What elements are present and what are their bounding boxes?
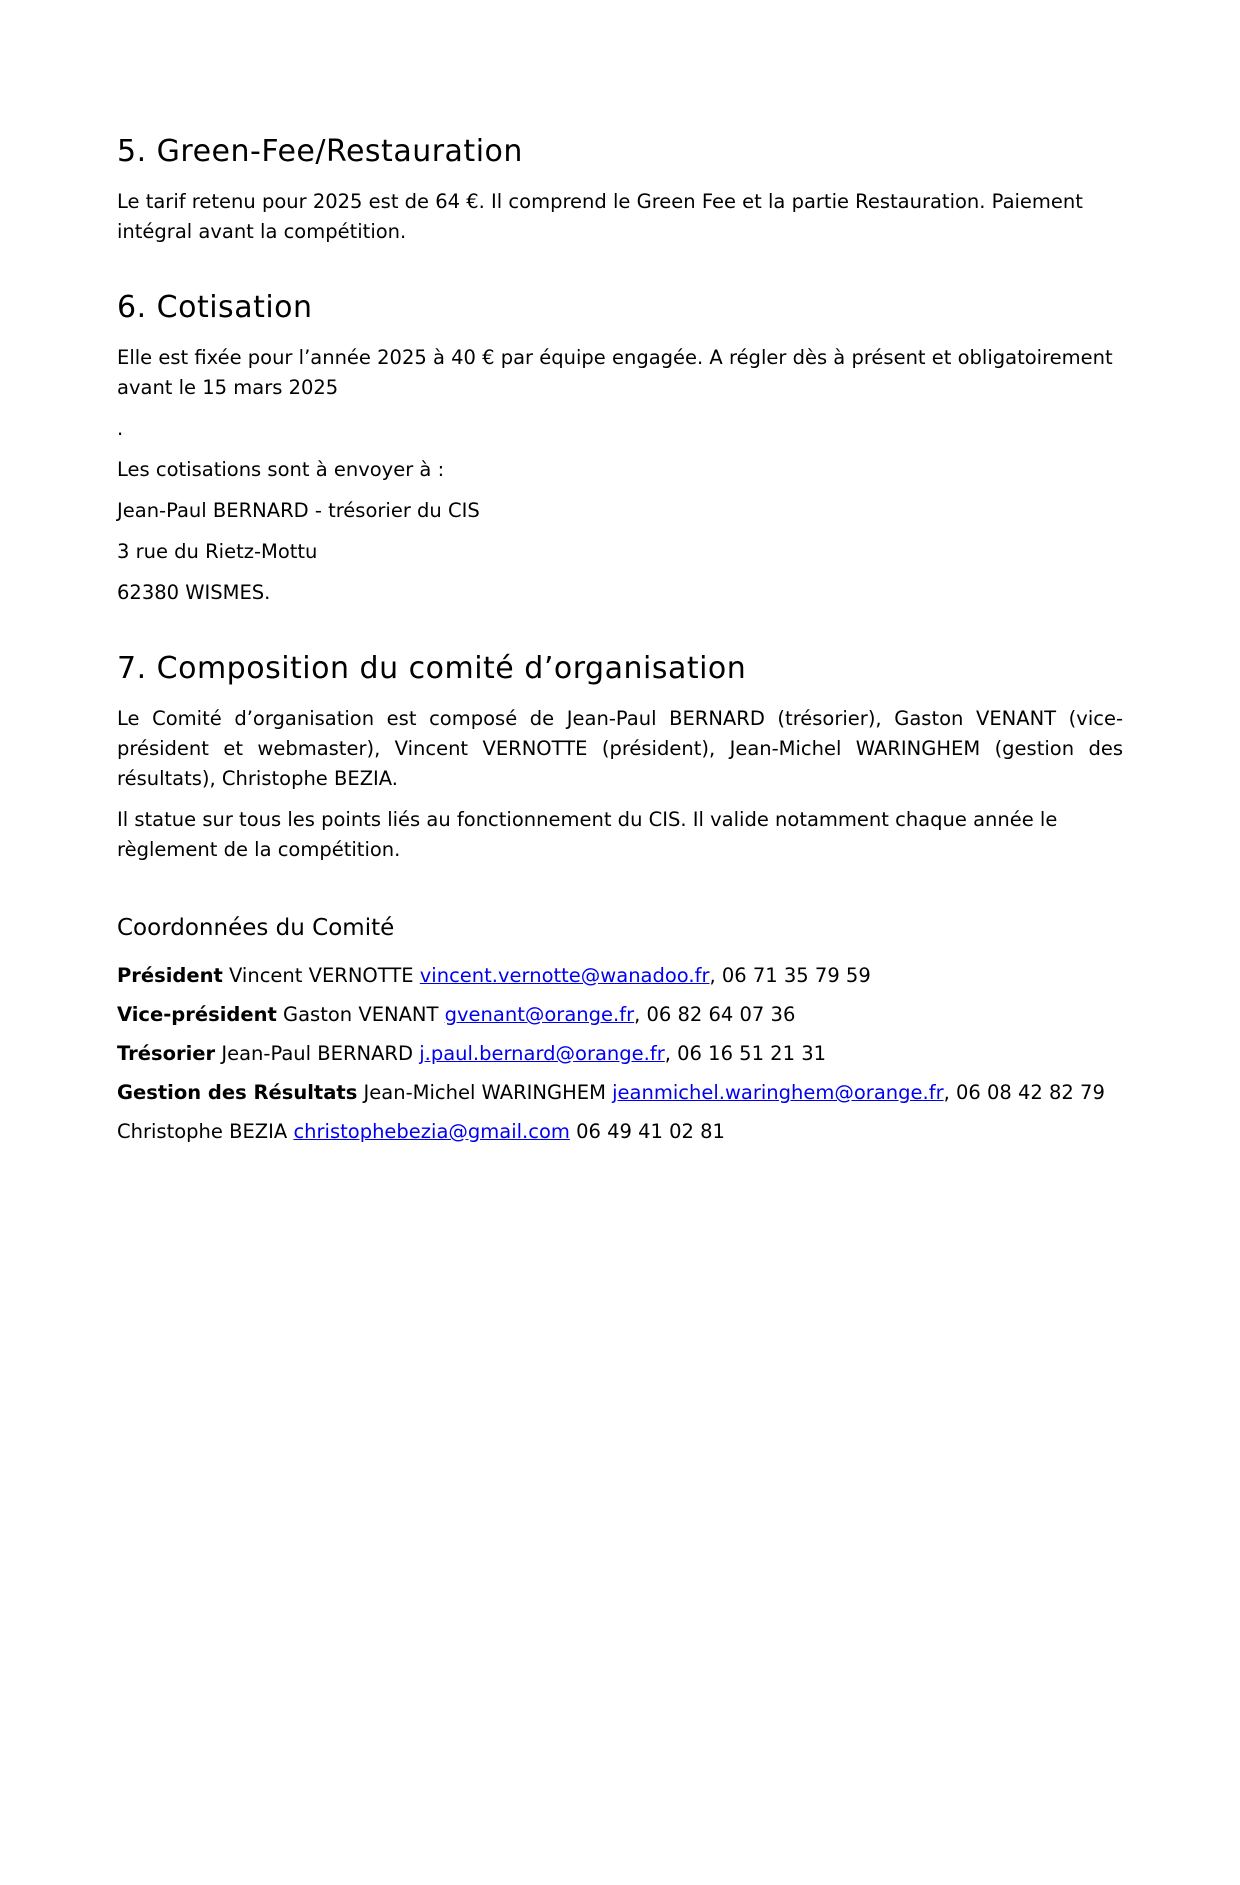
email-link[interactable]: j.paul.bernard@orange.fr (419, 1042, 665, 1065)
contact-line-member (117, 1117, 1123, 1147)
contact-line-vice-president (117, 1000, 1123, 1030)
contact-role-label: Vice-président (117, 1003, 277, 1026)
document-page (0, 133, 1240, 1885)
contact-line-results-manager (117, 1078, 1123, 1108)
contact-name: Christophe BEZIA (117, 1120, 294, 1143)
section-6-treasurer-line: Jean-Paul BERNARD - trésorier du CIS (117, 499, 480, 522)
section-6-paragraph-2: Les cotisations sont à envoyer à : (117, 458, 445, 481)
contact-name: Vincent VERNOTTE (222, 964, 420, 987)
email-link[interactable]: jeanmichel.waringhem@orange.fr (612, 1081, 944, 1104)
contact-role-label: Trésorier (117, 1042, 216, 1065)
contact-role-label: Président (117, 964, 223, 987)
section-7-paragraph-1: Le Comité d’organisation est composé de Jean-Paul BERNARD (trésorier), Gaston VENANT (vice-président et webmaster), Vincent VERNOTTE (président), Jean-Michel WARINGHEM (gestion des résultats), Christophe BEZIA. (117, 707, 1123, 790)
section-6-address-city: 62380 WISMES. (117, 581, 271, 604)
email-link[interactable]: gvenant@orange.fr (444, 1003, 635, 1026)
contact-line-treasurer (117, 1039, 1123, 1069)
section-7-paragraph-2: Il statue sur tous les points liés au fonctionnement du CIS. Il valide notamment chaque année le règlement de la compétition. (117, 808, 1058, 861)
contact-line-president (117, 961, 1123, 991)
contact-phone: 06 49 41 02 81 (569, 1120, 725, 1143)
section-7-heading: 7. Composition du comité d’organisation (117, 651, 747, 686)
contact-name: Gaston VENANT (276, 1003, 445, 1026)
contact-name: Jean-Michel WARINGHEM (357, 1081, 613, 1104)
contact-name: Jean-Paul BERNARD (215, 1042, 420, 1065)
section-6-address-street: 3 rue du Rietz-Mottu (117, 540, 318, 563)
contact-phone: , 06 82 64 07 36 (634, 1003, 796, 1026)
contact-phone: , 06 08 42 82 79 (943, 1081, 1105, 1104)
email-link[interactable]: christophebezia@gmail.com (293, 1120, 570, 1143)
section-5-heading: 5. Green-Fee/Restauration (117, 134, 523, 169)
section-6-heading: 6. Cotisation (117, 290, 313, 325)
contact-role-label: Gestion des Résultats (117, 1081, 358, 1104)
section-5-paragraph: Le tarif retenu pour 2025 est de 64 €. Il comprend le Green Fee et la partie Restauration. Paiement intégral avant la compétition. (117, 190, 1083, 243)
contact-phone: , 06 71 35 79 59 (709, 964, 871, 987)
committee-contacts-heading: Coordonnées du Comité (117, 915, 395, 941)
email-link[interactable]: vincent.vernotte@wanadoo.fr (419, 964, 710, 987)
section-6-paragraph-dot: . (117, 417, 124, 440)
section-6-paragraph-1: Elle est fixée pour l’année 2025 à 40 € par équipe engagée. A régler dès à présent et obligatoirement avant le 15 mars 2025 (117, 346, 1113, 399)
contact-phone: , 06 16 51 21 31 (664, 1042, 827, 1065)
